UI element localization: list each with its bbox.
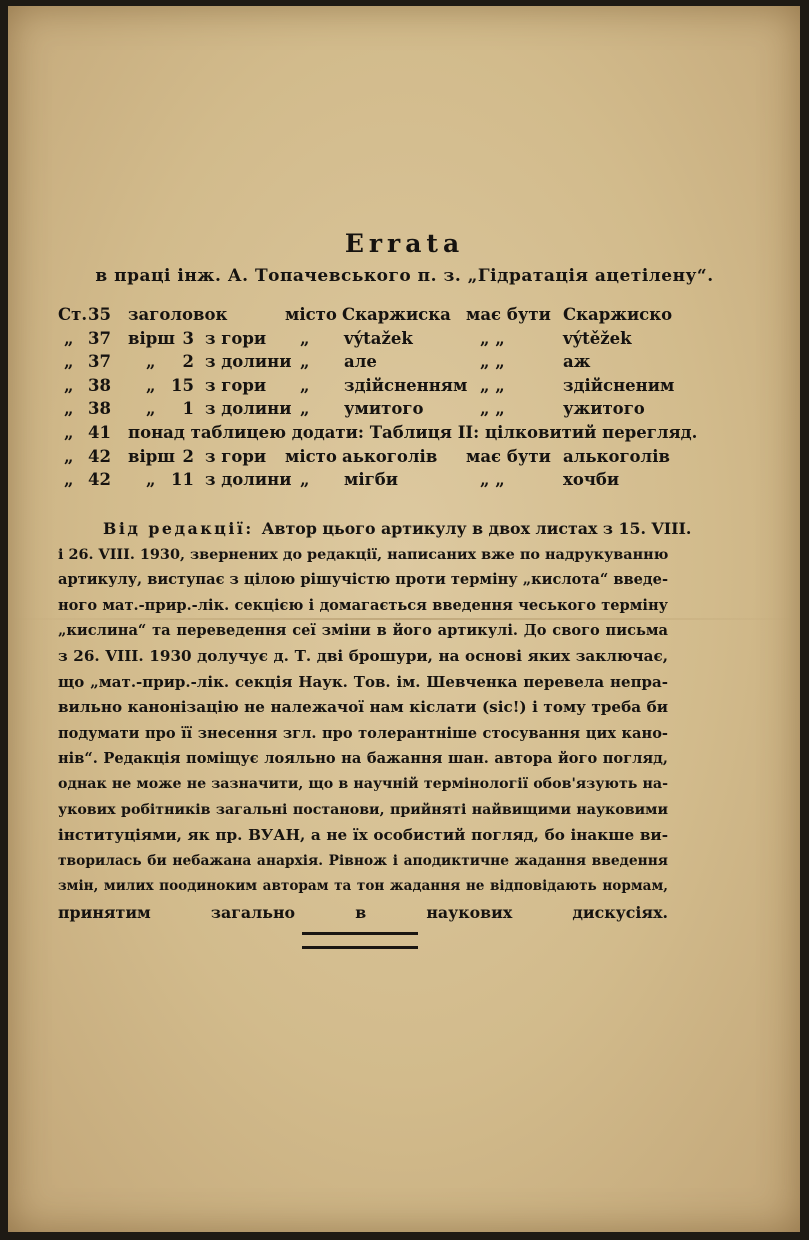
- note-line: [58, 593, 668, 619]
- errata-cell-page: 38: [88, 399, 111, 419]
- errata-row: [0, 447, 809, 471]
- double-rule-divider: [302, 932, 418, 949]
- errata-cell-page: 37: [88, 352, 111, 372]
- note-text: подумати про її знесення згл. про толерантніше стосування цих кано-: [58, 724, 668, 742]
- errata-cell-mark2: „ „: [480, 399, 505, 419]
- note-line: [58, 772, 668, 798]
- errata-cell-st: „: [64, 423, 74, 442]
- errata-cell-wrong: аькоголів: [342, 446, 438, 466]
- errata-subtitle: в праці інж. А. Топачевського п. з. „Гідратація ацетілену“.: [95, 266, 714, 286]
- note-line: [58, 721, 668, 747]
- errata-cell-right: алькоголів: [563, 446, 670, 466]
- errata-cell-wrong: здійсненням: [344, 375, 468, 395]
- errata-row: [0, 329, 809, 353]
- note-line: [58, 670, 668, 696]
- note-text: однак не може не зазначити, що в научній термінології обов'язують на-: [58, 775, 668, 792]
- errata-cell-mark1: „: [300, 352, 310, 372]
- errata-table: [0, 305, 809, 495]
- errata-row: [0, 352, 809, 376]
- errata-cell-loc: „: [146, 375, 156, 395]
- errata-cell-st: Ст.: [58, 305, 88, 324]
- note-text: нів“. Редакція поміщує лояльно на бажання шан. автора його погляд,: [58, 750, 668, 768]
- note-line: [58, 900, 668, 926]
- note-text: Автор цього артикулу в двох листах з 15. VIII.: [261, 519, 692, 538]
- note-line: [58, 798, 668, 824]
- note-line: [58, 567, 668, 593]
- errata-cell-wrong: Скаржиска: [342, 305, 451, 324]
- note-text: змін, милих поодиноким авторам та тон жадання не відповідають нормам,: [58, 878, 668, 895]
- errata-cell-st: „: [64, 375, 74, 395]
- errata-cell-dir: з долини: [205, 352, 292, 372]
- errata-cell-wrong: але: [344, 352, 377, 372]
- errata-cell-full: понад таблицею додати: Таблиця II: цілковитий перегляд.: [128, 423, 698, 442]
- errata-cell-n: 1: [182, 399, 194, 419]
- errata-cell-st: „: [64, 328, 74, 348]
- note-line: [58, 695, 668, 721]
- note-text: з 26. VIII. 1930 долучує д. Т. дві брошури, на основі яких заключає,: [58, 646, 668, 665]
- errata-cell-mark2: має бути: [466, 446, 551, 466]
- note-line: [58, 542, 668, 568]
- errata-cell-mark1: „: [300, 399, 310, 419]
- errata-cell-page: 42: [88, 470, 111, 490]
- errata-cell-loc: вірш: [128, 446, 176, 466]
- errata-row: [0, 423, 809, 447]
- note-line: [58, 874, 668, 900]
- errata-cell-right: výtěžek: [563, 328, 632, 348]
- errata-cell-wrong: мігби: [344, 470, 398, 490]
- note-text: і 26. VIII. 1930, звернених до редакції, написаних вже по надрукуванню: [58, 545, 669, 563]
- errata-cell-right: хочби: [563, 470, 620, 490]
- note-text: інституціями, як пр. ВУАН, а не їх особистий погляд, бо інакше ви-: [58, 826, 668, 845]
- note-text: укових робітників загальні постанови, прийняті найвищими науковими: [58, 801, 668, 818]
- errata-cell-wrong: умитого: [344, 399, 424, 419]
- errata-cell-n: 2: [182, 446, 194, 466]
- note-line: [58, 746, 668, 772]
- errata-cell-mark1: „: [300, 375, 310, 395]
- errata-cell-mark2: „ „: [480, 375, 505, 395]
- note-text: „кислина“ та переведення сеї зміни в його артикулі. До свого письма: [58, 622, 668, 640]
- errata-cell-mark1: місто: [285, 446, 337, 466]
- errata-cell-right: Скаржиско: [563, 305, 673, 324]
- errata-cell-dir: з гори: [205, 328, 267, 348]
- errata-cell-st: „: [64, 399, 74, 419]
- errata-cell-n: 2: [182, 352, 194, 372]
- errata-cell-page: 38: [88, 375, 111, 395]
- errata-cell-loc: заголовок: [128, 305, 228, 324]
- errata-cell-right: аж: [563, 352, 591, 372]
- note-text: вильно канонізацію не належачої нам кіслати (sic!) і тому треба би: [58, 698, 668, 717]
- errata-cell-loc: вірш: [128, 328, 176, 348]
- note-text: принятим загально в наукових дискусіях.: [58, 902, 668, 922]
- note-line: [58, 516, 692, 542]
- note-text: що „мат.-прир.-лік. секція Наук. Тов. ім. Шевченка перевела непра-: [58, 672, 668, 691]
- note-text: ного мат.-прир.-лік. секцією і домагається введення чеського терміну: [58, 596, 668, 614]
- errata-cell-mark2: має бути: [466, 305, 551, 324]
- note-line: [58, 618, 668, 644]
- errata-cell-loc: „: [146, 470, 156, 490]
- note-text: артикулу, виступає з цілою рішучістю проти терміну „кислота“ введе-: [58, 571, 669, 589]
- errata-cell-page: 37: [88, 328, 111, 348]
- errata-cell-mark2: „ „: [480, 470, 505, 490]
- errata-row: [0, 399, 809, 423]
- errata-cell-n: 11: [171, 470, 194, 490]
- errata-row: [0, 305, 809, 329]
- errata-title: Errata: [344, 229, 465, 258]
- note-line: [58, 644, 668, 670]
- errata-cell-loc: „: [146, 352, 156, 372]
- editorial-note: [58, 516, 692, 926]
- errata-cell-st: „: [64, 470, 74, 490]
- errata-cell-loc: „: [146, 399, 156, 419]
- errata-cell-st: „: [64, 446, 74, 466]
- errata-row: [0, 376, 809, 400]
- errata-cell-dir: з долини: [205, 399, 292, 419]
- errata-cell-mark1: місто: [285, 305, 337, 324]
- note-line: [58, 823, 668, 849]
- errata-cell-right: здійсненим: [563, 375, 675, 395]
- errata-row: [0, 470, 809, 494]
- errata-cell-mark1: „: [300, 328, 310, 348]
- errata-cell-mark2: „ „: [480, 328, 505, 348]
- errata-cell-st: „: [64, 352, 74, 372]
- errata-cell-dir: з долини: [205, 470, 292, 490]
- errata-cell-page: 41: [88, 423, 111, 442]
- errata-cell-n: 3: [182, 328, 194, 348]
- errata-cell-wrong: výtažek: [344, 328, 413, 348]
- errata-cell-page: 42: [88, 446, 111, 466]
- errata-cell-dir: з гори: [205, 375, 267, 395]
- errata-cell-n: 15: [171, 375, 194, 395]
- errata-cell-dir: з гори: [205, 446, 267, 466]
- errata-cell-mark2: „ „: [480, 352, 505, 372]
- errata-cell-right: ужитого: [563, 399, 645, 419]
- note-lead: Від редакції:: [103, 519, 254, 538]
- note-text: творилась би небажана анархія. Рівнож і аподиктичне жадання введення: [58, 852, 668, 869]
- note-line: [58, 849, 668, 875]
- errata-cell-mark1: „: [300, 470, 310, 490]
- errata-cell-page: 35: [88, 305, 111, 324]
